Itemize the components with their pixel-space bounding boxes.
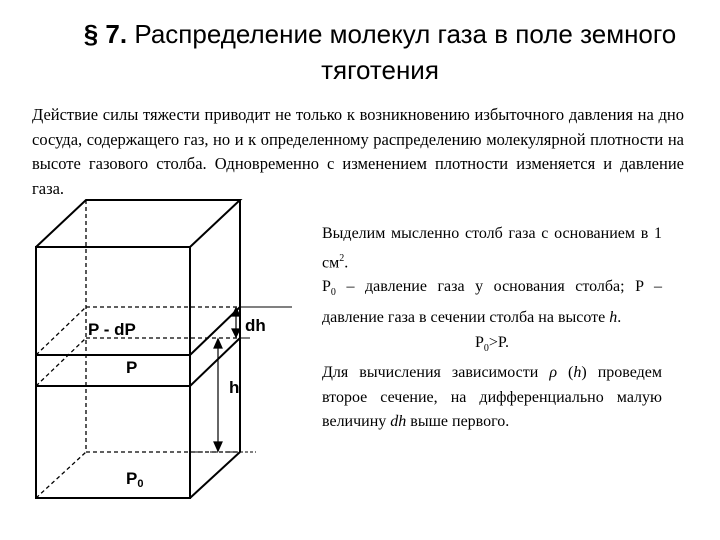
title-text: Распределение молекул газа в поле земного тяготения bbox=[134, 19, 677, 85]
label-p-minus-dp: P - dP bbox=[88, 320, 136, 339]
paragraph-column-select: Выделим мысленно столб газа с основанием в 1 $см^2$. bbox=[322, 225, 662, 271]
box-front-face bbox=[36, 247, 190, 498]
paragraph-second-section: Для вычисления зависимости ρ (h) проведем второе сечение, на дифференциально малую величину dh выше первого. bbox=[322, 364, 662, 431]
box-top-face bbox=[36, 200, 240, 247]
paragraph-pressure-definitions: $P_0$ – давление газа у основания столба; P – давление газа в сечении столба на высоте h. bbox=[322, 278, 662, 327]
label-p0: P0 bbox=[126, 469, 144, 490]
section-number: § 7. bbox=[83, 19, 128, 49]
label-h: h bbox=[229, 378, 240, 397]
paragraph-inequality: $P_0>P$. bbox=[474, 333, 510, 354]
intro-paragraph: Действие силы тяжести приводит не только к возникновению избыточного давления на дно сосуда, содержащего газ, но и к определенному распределению молекулярной плотности на высоте газового столба. Одновременно с изменением плотности изменяется и давление газа. bbox=[32, 105, 684, 198]
box-bottom-right-edge bbox=[190, 452, 240, 498]
label-p: P bbox=[126, 358, 138, 377]
right-text-column bbox=[322, 222, 662, 435]
gas-column-figure bbox=[0, 0, 300, 540]
label-dh: dh bbox=[245, 316, 266, 335]
hidden-bottom-left-edge bbox=[36, 452, 86, 498]
